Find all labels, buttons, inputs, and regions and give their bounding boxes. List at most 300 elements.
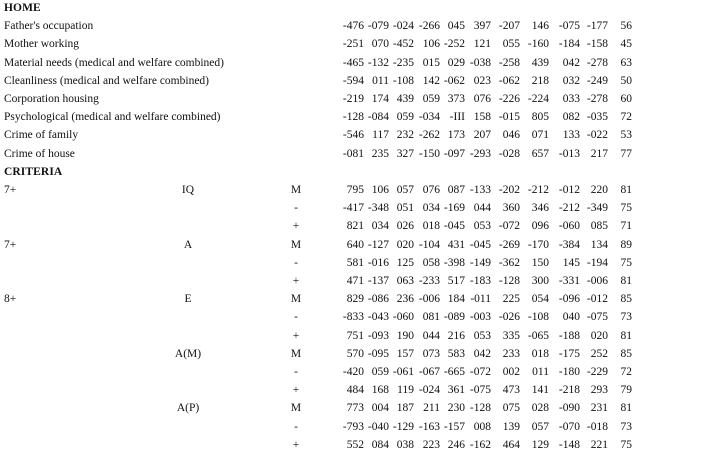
- value-cell: -034: [418, 111, 440, 124]
- value-cell: 471: [346, 275, 364, 287]
- value-cell: 028: [531, 402, 549, 415]
- value-cell: -043: [367, 311, 389, 324]
- value-cell: -108: [527, 311, 549, 324]
- value-cell: 158: [473, 111, 491, 124]
- value-cell: 346: [531, 202, 549, 215]
- value-cell: 805: [531, 111, 549, 124]
- statistic-marker: -: [294, 420, 298, 433]
- value-cell: -251: [342, 38, 364, 51]
- value-cell: 53: [620, 129, 632, 142]
- value-cell: -665: [443, 366, 465, 378]
- value-cell: -045: [469, 238, 491, 251]
- value-cell: -072: [498, 220, 520, 233]
- row-label: Psychological (medical and welfare combined): [4, 111, 221, 124]
- value-cell: -331: [558, 275, 580, 287]
- value-cell: -160: [527, 38, 549, 51]
- table-row: [0, 381, 721, 399]
- value-cell: -149: [469, 256, 491, 269]
- value-cell: 60: [620, 93, 632, 105]
- value-cell: -075: [558, 20, 580, 33]
- value-cell: 517: [447, 275, 465, 287]
- value-cell: -207: [498, 20, 520, 33]
- value-cell: 81: [620, 275, 632, 287]
- criterion-measure: A(M): [174, 347, 202, 360]
- table-row: [0, 363, 721, 381]
- table-row: [0, 72, 721, 90]
- table-row: [0, 236, 721, 254]
- value-cell: -090: [558, 402, 580, 415]
- value-cell: -150: [418, 147, 440, 160]
- value-cell: -594: [342, 74, 364, 87]
- value-cell: 89: [620, 238, 632, 251]
- value-cell: -420: [342, 366, 364, 378]
- criterion-measure: E: [184, 293, 192, 306]
- value-cell: -026: [498, 311, 520, 324]
- criteria-heading-row: [0, 163, 721, 181]
- value-cell: 300: [531, 275, 549, 287]
- table-row: [0, 399, 721, 417]
- value-cell: 81: [620, 329, 632, 342]
- value-cell: -158: [586, 38, 608, 51]
- value-cell: 218: [531, 74, 549, 87]
- value-cell: 236: [396, 293, 414, 306]
- value-cell: 084: [371, 438, 389, 451]
- value-cell: 220: [590, 184, 608, 196]
- value-cell: -212: [527, 184, 549, 196]
- value-cell: -188: [558, 329, 580, 342]
- value-cell: -045: [443, 220, 465, 233]
- value-cell: -833: [342, 311, 364, 324]
- value-cell: 821: [346, 220, 364, 233]
- value-cell: 054: [531, 293, 549, 306]
- value-cell: 044: [473, 202, 491, 215]
- value-cell: 233: [502, 347, 520, 360]
- value-cell: -212: [558, 202, 580, 215]
- value-cell: -028: [498, 147, 520, 160]
- value-cell: -013: [558, 147, 580, 160]
- value-cell: 293: [590, 384, 608, 397]
- statistic-marker: M: [290, 347, 302, 360]
- statistic-marker: +: [292, 384, 300, 397]
- value-cell: 773: [346, 402, 364, 415]
- age-group: 7+: [4, 238, 17, 251]
- value-cell: 184: [447, 293, 465, 306]
- value-cell: -108: [392, 74, 414, 87]
- value-cell: 046: [502, 129, 520, 142]
- value-cell: 252: [590, 347, 608, 360]
- value-cell: -293: [469, 147, 491, 160]
- value-cell: 157: [396, 347, 414, 360]
- value-cell: -278: [586, 93, 608, 105]
- value-cell: 133: [562, 129, 580, 142]
- value-cell: 246: [447, 438, 465, 451]
- statistic-marker: M: [290, 238, 302, 251]
- value-cell: -011: [470, 293, 491, 306]
- value-cell: 015: [422, 56, 440, 69]
- table-row: [0, 90, 721, 108]
- value-cell: -235: [392, 56, 414, 69]
- value-cell: 85: [620, 347, 632, 360]
- table-row: [0, 108, 721, 126]
- value-cell: -127: [367, 238, 389, 251]
- value-cell: 583: [447, 347, 465, 360]
- statistic-marker: +: [292, 275, 300, 287]
- value-cell: -060: [558, 220, 580, 233]
- value-cell: 85: [620, 293, 632, 306]
- value-cell: -040: [367, 420, 389, 433]
- criterion-measure: IQ: [181, 184, 195, 196]
- value-cell: 75: [620, 256, 632, 269]
- statistic-marker: M: [290, 184, 302, 196]
- value-cell: 146: [531, 20, 549, 33]
- value-cell: 106: [422, 38, 440, 51]
- value-cell: 570: [346, 347, 364, 360]
- table-row: [0, 436, 721, 454]
- value-cell: 018: [531, 347, 549, 360]
- value-cell: 231: [590, 402, 608, 415]
- row-label: Material needs (medical and welfare combined): [4, 56, 224, 69]
- row-label: Corporation housing: [4, 93, 99, 105]
- value-cell: 023: [473, 74, 491, 87]
- value-cell: 018: [422, 220, 440, 233]
- value-cell: 79: [620, 384, 632, 397]
- value-cell: -097: [443, 147, 465, 160]
- value-cell: -793: [342, 420, 364, 433]
- value-cell: 63: [620, 56, 632, 69]
- value-cell: 50: [620, 74, 632, 87]
- value-cell: 581: [346, 256, 364, 269]
- value-cell: -148: [558, 438, 580, 451]
- value-cell: -III: [449, 111, 465, 124]
- value-cell: -384: [558, 238, 580, 251]
- value-cell: 063: [396, 275, 414, 287]
- value-cell: 72: [620, 366, 632, 378]
- value-cell: -258: [498, 56, 520, 69]
- value-cell: -218: [558, 384, 580, 397]
- value-cell: -180: [558, 366, 580, 378]
- value-cell: -249: [586, 74, 608, 87]
- value-cell: 129: [531, 438, 549, 451]
- value-cell: -348: [367, 202, 389, 215]
- table-row: [0, 126, 721, 144]
- value-cell: 121: [473, 38, 491, 51]
- value-cell: 032: [562, 74, 580, 87]
- value-cell: -075: [586, 311, 608, 324]
- value-cell: -070: [558, 420, 580, 433]
- row-label: Father's occupation: [4, 20, 94, 33]
- value-cell: -084: [367, 111, 389, 124]
- value-cell: -006: [586, 275, 608, 287]
- value-cell: -104: [418, 238, 440, 251]
- value-cell: 145: [562, 256, 580, 269]
- value-cell: 552: [346, 438, 364, 451]
- statistic-marker: -: [294, 202, 298, 215]
- value-cell: -061: [392, 366, 414, 378]
- value-cell: 73: [620, 420, 632, 433]
- value-cell: -086: [367, 293, 389, 306]
- home-heading-row: [0, 0, 721, 17]
- value-cell: 085: [590, 220, 608, 233]
- row-label: Cleanliness (medical and welfare combined): [4, 74, 210, 87]
- value-cell: 216: [447, 329, 465, 342]
- statistic-marker: M: [290, 293, 302, 306]
- value-cell: 640: [346, 238, 364, 251]
- value-cell: 829: [346, 293, 364, 306]
- value-cell: -075: [469, 384, 491, 397]
- value-cell: 439: [531, 56, 549, 69]
- value-cell: -067: [418, 366, 440, 378]
- value-cell: -062: [498, 74, 520, 87]
- value-cell: -006: [418, 293, 440, 306]
- value-cell: -003: [469, 311, 491, 324]
- value-cell: -018: [586, 420, 608, 433]
- value-cell: -163: [418, 420, 440, 433]
- value-cell: -093: [367, 329, 389, 342]
- value-cell: 076: [422, 184, 440, 196]
- value-cell: 002: [502, 366, 520, 378]
- value-cell: 75: [620, 202, 632, 215]
- value-cell: 217: [590, 147, 608, 160]
- value-cell: 053: [473, 329, 491, 342]
- value-cell: -417: [342, 202, 364, 215]
- age-group: 7+: [4, 184, 17, 196]
- table-row: [0, 272, 721, 290]
- value-cell: -349: [586, 202, 608, 215]
- value-cell: 190: [396, 329, 414, 342]
- value-cell: 070: [371, 38, 389, 51]
- value-cell: 117: [372, 129, 389, 142]
- value-cell: -062: [443, 74, 465, 87]
- value-cell: 431: [447, 238, 465, 251]
- value-cell: -169: [443, 202, 465, 215]
- value-cell: -202: [498, 184, 520, 196]
- value-cell: 150: [531, 256, 549, 269]
- value-cell: 055: [502, 38, 520, 51]
- value-cell: 004: [371, 402, 389, 415]
- statistic-marker: +: [292, 220, 300, 233]
- value-cell: 038: [396, 438, 414, 451]
- value-cell: -398: [443, 256, 465, 269]
- row-label: Crime of house: [4, 147, 75, 160]
- value-cell: -081: [342, 147, 364, 160]
- value-cell: -177: [586, 20, 608, 33]
- table-row: [0, 254, 721, 272]
- value-cell: 45: [620, 38, 632, 51]
- value-cell: -133: [469, 184, 491, 196]
- value-cell: 075: [502, 402, 520, 415]
- value-cell: 221: [590, 438, 608, 451]
- table-row: [0, 199, 721, 217]
- value-cell: 034: [422, 202, 440, 215]
- statistic-marker: -: [294, 311, 298, 324]
- value-cell: -095: [367, 347, 389, 360]
- section-heading-home: HOME: [4, 2, 41, 14]
- value-cell: -128: [469, 402, 491, 415]
- value-cell: -233: [418, 275, 440, 287]
- value-cell: 464: [502, 438, 520, 451]
- value-cell: 033: [562, 93, 580, 105]
- value-cell: -262: [418, 129, 440, 142]
- value-cell: -129: [392, 420, 414, 433]
- value-cell: 223: [422, 438, 440, 451]
- value-cell: 040: [562, 311, 580, 324]
- value-cell: 081: [422, 311, 440, 324]
- value-cell: 045: [447, 20, 465, 33]
- value-cell: -024: [392, 20, 414, 33]
- value-cell: 439: [396, 93, 414, 105]
- statistic-marker: -: [294, 256, 298, 269]
- value-cell: -089: [443, 311, 465, 324]
- value-cell: 72: [620, 111, 632, 124]
- value-cell: 484: [346, 384, 364, 397]
- value-cell: -072: [469, 366, 491, 378]
- statistic-marker: +: [292, 438, 300, 451]
- value-cell: -024: [418, 384, 440, 397]
- criterion-measure: A: [183, 238, 193, 251]
- value-cell: 207: [473, 129, 491, 142]
- value-cell: 020: [396, 238, 414, 251]
- value-cell: -065: [527, 329, 549, 342]
- value-cell: -219: [342, 93, 364, 105]
- value-cell: 087: [447, 184, 465, 196]
- value-cell: 56: [620, 20, 632, 33]
- value-cell: -194: [586, 256, 608, 269]
- value-cell: 053: [473, 220, 491, 233]
- value-cell: -012: [558, 184, 580, 196]
- value-cell: 096: [531, 220, 549, 233]
- value-cell: -060: [392, 311, 414, 324]
- value-cell: 057: [396, 184, 414, 196]
- value-cell: -157: [443, 420, 465, 433]
- value-cell: -362: [498, 256, 520, 269]
- value-cell: -183: [469, 275, 491, 287]
- value-cell: -452: [392, 38, 414, 51]
- value-cell: 106: [371, 184, 389, 196]
- value-cell: 235: [371, 147, 389, 160]
- value-cell: -465: [342, 56, 364, 69]
- value-cell: 77: [620, 147, 632, 160]
- value-cell: -278: [586, 56, 608, 69]
- value-cell: 059: [371, 366, 389, 378]
- value-cell: -229: [586, 366, 608, 378]
- value-cell: -184: [558, 38, 580, 51]
- value-cell: 73: [620, 311, 632, 324]
- value-cell: 073: [422, 347, 440, 360]
- value-cell: 058: [422, 256, 440, 269]
- value-cell: 051: [396, 202, 414, 215]
- value-cell: -546: [342, 129, 364, 142]
- value-cell: 141: [531, 384, 549, 397]
- value-cell: 042: [473, 347, 491, 360]
- table-row: [0, 181, 721, 199]
- value-cell: 020: [590, 329, 608, 342]
- table-row: [0, 308, 721, 326]
- section-heading-criteria: CRITERIA: [4, 165, 63, 178]
- value-cell: 057: [531, 420, 549, 433]
- value-cell: 142: [422, 74, 440, 87]
- value-cell: 211: [423, 402, 440, 415]
- value-cell: -096: [558, 293, 580, 306]
- age-group: 8+: [4, 293, 17, 306]
- table-row: [0, 345, 721, 363]
- value-cell: 059: [396, 111, 414, 124]
- row-label: Crime of family: [4, 129, 79, 142]
- value-cell: 044: [422, 329, 440, 342]
- value-cell: 373: [447, 93, 465, 105]
- value-cell: -038: [469, 56, 491, 69]
- value-cell: 071: [531, 129, 549, 142]
- value-cell: 125: [396, 256, 414, 269]
- value-cell: 657: [531, 147, 549, 160]
- value-cell: 082: [562, 111, 580, 124]
- statistic-marker: +: [292, 329, 300, 342]
- value-cell: -226: [498, 93, 520, 105]
- value-cell: -252: [443, 38, 465, 51]
- value-cell: 134: [590, 238, 608, 251]
- value-cell: -266: [418, 20, 440, 33]
- value-cell: -269: [498, 238, 520, 251]
- value-cell: 71: [620, 220, 632, 233]
- value-cell: -015: [498, 111, 520, 124]
- value-cell: 397: [473, 20, 491, 33]
- criterion-measure: A(P): [176, 402, 200, 415]
- table-row: [0, 54, 721, 72]
- value-cell: -162: [469, 438, 491, 451]
- table-row: [0, 35, 721, 53]
- table-row: [0, 290, 721, 308]
- value-cell: -012: [586, 293, 608, 306]
- value-cell: 230: [447, 402, 465, 415]
- value-cell: 076: [473, 93, 491, 105]
- value-cell: 042: [562, 56, 580, 69]
- value-cell: 029: [447, 56, 465, 69]
- value-cell: -132: [367, 56, 389, 69]
- value-cell: 335: [502, 329, 520, 342]
- value-cell: 187: [396, 402, 414, 415]
- table-row: [0, 145, 721, 163]
- value-cell: 008: [473, 420, 491, 433]
- value-cell: -128: [342, 111, 364, 124]
- value-cell: 81: [620, 184, 632, 196]
- value-cell: 034: [371, 220, 389, 233]
- row-label: Mother working: [4, 38, 80, 51]
- statistic-marker: M: [290, 402, 302, 415]
- value-cell: -022: [586, 129, 608, 142]
- value-cell: -175: [558, 347, 580, 360]
- value-cell: 225: [502, 293, 520, 306]
- value-cell: 168: [371, 384, 389, 397]
- value-cell: 119: [397, 384, 414, 397]
- value-cell: 361: [447, 384, 465, 397]
- value-cell: 795: [346, 184, 364, 196]
- table-row: [0, 327, 721, 345]
- value-cell: -476: [342, 20, 364, 33]
- table-row: [0, 17, 721, 35]
- value-cell: -128: [498, 275, 520, 287]
- value-cell: -170: [527, 238, 549, 251]
- value-cell: 232: [396, 129, 414, 142]
- value-cell: 059: [422, 93, 440, 105]
- value-cell: 173: [447, 129, 465, 142]
- value-cell: 139: [502, 420, 520, 433]
- value-cell: 174: [371, 93, 389, 105]
- value-cell: -137: [367, 275, 389, 287]
- value-cell: 011: [372, 74, 389, 87]
- statistic-marker: -: [294, 366, 298, 378]
- value-cell: 327: [396, 147, 414, 160]
- value-cell: 75: [620, 438, 632, 451]
- table-row: [0, 418, 721, 436]
